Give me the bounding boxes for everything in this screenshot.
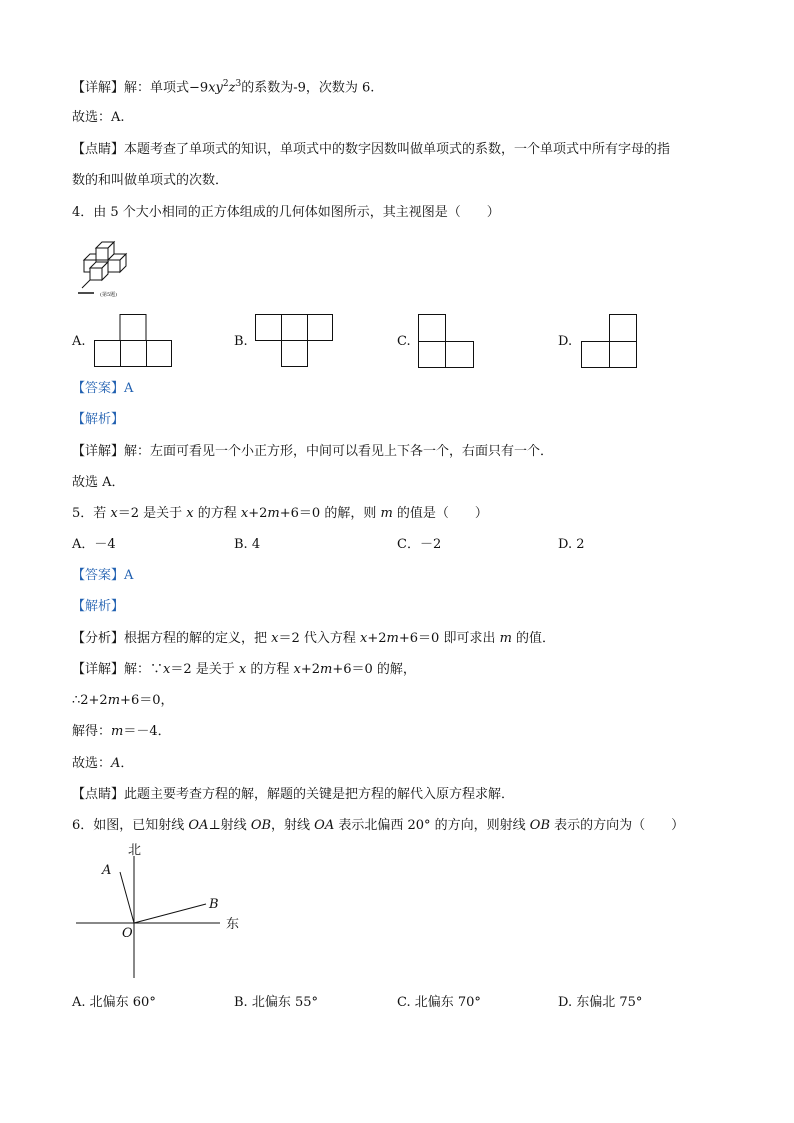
figure-caption: (第5题) [100,292,118,298]
text: ＝2 是关于 [170,662,239,677]
math-var: m [111,724,124,739]
step-5-2 [72,723,171,741]
text: +6＝0 即可求出 [398,631,500,646]
text: ＝2 代入方程 [278,631,361,646]
text: +2 [300,662,321,677]
math-var: x [293,662,301,677]
text: −9 [189,80,209,96]
option-d-grid [581,314,637,368]
step-5-1 [72,692,173,710]
math-var: m [267,506,280,521]
detail-5 [72,661,416,679]
text: +2 [367,631,387,646]
math-var: A [111,756,121,771]
math-var: OA [314,818,335,833]
choice-line: 故选：A. [72,110,125,125]
text: 【分析】根据方程的解的定义，把 [72,631,272,646]
text: ∴2+2 [72,693,108,708]
question-4: 4．由 5 个大小相同的正方体组成的几何体如图所示，其主视图是（ ） [72,205,500,220]
north-label: 北 [128,843,142,858]
math-var: x [110,506,118,521]
text: ，射线 [271,818,315,833]
option-a-grid [94,314,172,367]
select-5 [72,755,133,773]
text: +6＝0 的解，则 [279,506,381,521]
text: 的方程 [193,506,241,521]
text: 【详解】解：∵ [72,662,164,677]
option-d-label: D. [558,334,573,349]
option-c-label: C. [397,334,411,349]
comment-5: 【点睛】此题主要考查方程的解，解题的关键是把方程的解代入原方程求解． [72,787,515,802]
math-var: x [163,662,171,677]
math-var: m [320,662,333,677]
answer-4: 【答案】A [72,381,134,396]
text: 6．如图，已知射线 [72,818,189,833]
option-a: A．－4 [72,537,116,552]
analysis-5 [72,630,555,648]
option-b: B. 4 [234,537,261,552]
comment-line-2: 数的和叫做单项式的次数． [72,173,229,188]
option-c-grid [418,314,474,368]
point-b-label: B [209,897,219,912]
detail-4: 【详解】解：左面可看见一个小正方形，中间可以看见上下各一个，右面只有一个． [72,444,554,459]
math-var: m [380,506,393,521]
math-var: x [238,662,247,677]
math-var: x [271,631,279,646]
text: +6＝0， [120,693,174,708]
option-c: C. 北偏东 70° [397,995,481,1010]
math-var: x [360,631,368,646]
math-var: m [386,631,399,646]
math-var: x [186,506,194,521]
option-d: D. 东偏北 75° [558,995,643,1010]
origin-label: O [122,926,133,941]
select-4: 故选 A． [72,475,125,490]
analysis-5-heading: 【解析】 [72,599,125,614]
point-a-label: A [102,863,112,878]
option-d: D. 2 [558,537,585,552]
comment-line: 【点睛】本题考查了单项式的知识，单项式中的数字因数叫做单项式的系数，一个单项式中所有字母的指 [72,142,671,157]
text: 的系数为-9，次数为 6. [241,80,375,96]
option-b: B. 北偏东 55° [234,995,318,1010]
text: 表示的方向为（ ） [550,818,685,833]
option-a-label: A. [72,334,86,349]
text: 表示北偏西 20° 的方向，则射线 [334,818,530,833]
question-6 [72,817,684,835]
detail-line [72,75,374,97]
text: ＝－4． [123,724,171,739]
cube-figure [72,240,136,302]
text: 的方程 [246,662,294,677]
math-var: m [107,693,121,708]
text: ＝2 是关于 [117,506,187,521]
option-c: C．－2 [397,537,442,552]
text: 【详解】解：单项式 [72,80,190,96]
text: 的值是（ ） [392,506,488,521]
math-var: OB [529,818,551,833]
option-b-label: B. [234,334,248,349]
math-var: xy [208,80,223,96]
direction-diagram [72,842,248,982]
text: ． [120,756,134,771]
text: 解得： [72,724,112,739]
east-label: 东 [226,917,240,932]
option-a: A. 北偏东 60° [72,995,156,1010]
math-var: z [228,80,236,96]
answer-5: 【答案】A [72,568,134,583]
math-var: OA [188,818,209,833]
analysis-4-heading: 【解析】 [72,412,125,427]
exponent: 3 [235,79,242,89]
text: +6＝0 的解， [332,662,416,677]
text: 5．若 [72,506,111,521]
math-var: OB [250,818,272,833]
math-var: m [499,631,512,646]
text: 故选： [72,756,112,771]
text: +2 [248,506,268,521]
exponent: 2 [222,79,229,89]
text: 的值． [511,631,556,646]
text: ⊥射线 [208,818,251,833]
option-b-grid [255,314,333,367]
question-5 [72,505,488,523]
math-var: x [240,506,249,521]
